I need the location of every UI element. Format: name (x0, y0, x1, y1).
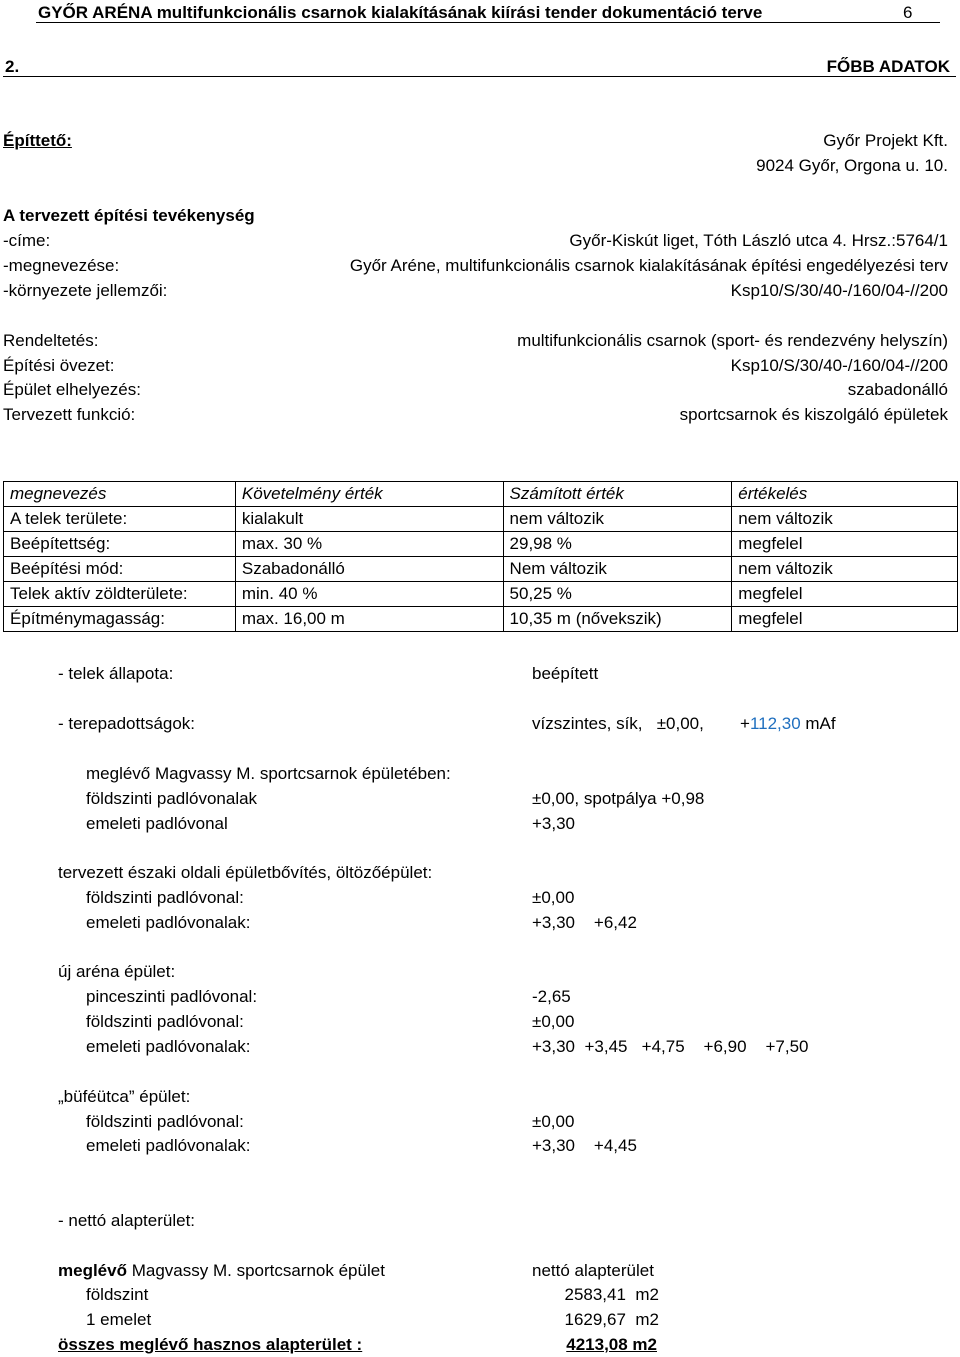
table-cell: Szabadonálló (235, 557, 503, 582)
north-upper-floors-value: +3,30 +6,42 (532, 913, 637, 932)
section-rule (3, 76, 956, 77)
terrain-label: - terepadottságok: (58, 714, 196, 733)
address-value: Győr-Kiskút liget, Tóth László utca 4. Hrsz.:5764/1 (569, 231, 948, 250)
environment-value: Ksp10/S/30/40-/160/04-//200 (730, 281, 948, 300)
plot-state-label: - telek állapota: (58, 664, 174, 683)
buffet-upper-floors-label: emeleti padlóvonalak: (86, 1136, 251, 1155)
header-cell: Követelmény érték (235, 482, 503, 507)
table-row (4, 532, 958, 557)
header-cell: megnevezés (4, 482, 236, 507)
address-label: -címe: (3, 231, 51, 250)
placement-label: Épület elhelyezés: (3, 380, 141, 399)
table-cell: kialakult (235, 507, 503, 532)
ground-floor-area-value: 2583,41 m2 (564, 1285, 659, 1304)
table-cell: Nem változik (503, 557, 732, 582)
total-area-label: összes meglévő hasznos alapterület : (58, 1335, 363, 1354)
header-rule (36, 22, 940, 23)
existing-hall-heading: meglévő Magvassy M. sportcsarnok épületében: (86, 764, 451, 783)
arena-basement-label: pinceszinti padlóvonal: (86, 987, 258, 1006)
table-cell: 29,98 % (503, 532, 732, 557)
table-cell: Beépítési mód: (4, 557, 236, 582)
table-row (4, 507, 958, 532)
zone-label: Építési övezet: (3, 356, 115, 375)
existing-ground-floor-value: ±0,00, spotpálya +0,98 (532, 789, 705, 808)
zone-value: Ksp10/S/30/40-/160/04-//200 (730, 356, 948, 375)
table-cell: min. 40 % (235, 582, 503, 607)
builder-address: 9024 Győr, Orgona u. 10. (756, 156, 948, 175)
north-ground-floor-value: ±0,00 (532, 888, 575, 907)
table-cell: max. 16,00 m (235, 607, 503, 632)
requirements-table (3, 481, 958, 632)
existing-upper-floor-label: emeleti padlóvonal (86, 814, 228, 833)
plot-state-value: beépített (532, 664, 599, 683)
page-number: 6 (903, 3, 913, 22)
table-cell: nem változik (732, 507, 958, 532)
environment-label: -környezete jellemzői: (3, 281, 168, 300)
net-area-heading: nettó alapterület (532, 1261, 654, 1280)
project-name-value: Győr Aréne, multifunkcionális csarnok kialakításának építési engedélyezési terv (349, 256, 948, 275)
table-cell: 50,25 % (503, 582, 732, 607)
builder-name: Győr Projekt Kft. (823, 131, 948, 150)
function-label: Tervezett funkció: (3, 405, 136, 424)
table-cell: nem változik (732, 557, 958, 582)
header-cell: Számított érték (503, 482, 732, 507)
terrain-unit: mAf (800, 714, 836, 733)
table-row (4, 582, 958, 607)
north-extension-heading: tervezett északi oldali épületbővítés, öltözőépület: (58, 863, 433, 882)
table-cell: Építménymagasság: (4, 607, 236, 632)
buffet-ground-floor-label: földszinti padlóvonal: (86, 1112, 244, 1131)
ground-floor-area-label: földszint (86, 1285, 149, 1304)
table-cell: 10,35 m (nővekszik) (503, 607, 732, 632)
function-value: sportcsarnok és kiszolgáló épületek (679, 405, 948, 424)
activity-heading: A tervezett építési tevékenység (3, 206, 255, 225)
table-cell: megfelel (732, 532, 958, 557)
terrain-value: vízszintes, sík, ±0,00, (532, 714, 704, 733)
arena-upper-floors-value: +3,30 +3,45 +4,75 +6,90 +7,50 (532, 1037, 809, 1056)
terrain-plus: + (740, 714, 750, 733)
existing-building-label (58, 1261, 385, 1281)
arena-basement-value: -2,65 (532, 987, 571, 1006)
table-cell: megfelel (732, 582, 958, 607)
table-row (4, 557, 958, 582)
section-title: FŐBB ADATOK (826, 57, 950, 76)
placement-value: szabadonálló (847, 380, 948, 399)
existing-ground-floor-label: földszinti padlóvonalak (86, 789, 258, 808)
builder-label: Építtető: (3, 131, 72, 150)
arena-heading: új aréna épület: (58, 962, 176, 981)
project-name-label: -megnevezése: (3, 256, 120, 275)
terrain-level-number: 112,30 (749, 714, 801, 733)
arena-ground-floor-value: ±0,00 (532, 1012, 575, 1031)
table-cell: Beépítettség: (4, 532, 236, 557)
arena-upper-floors-label: emeleti padlóvonalak: (86, 1037, 251, 1056)
existing-bold: meglévő (58, 1261, 127, 1280)
purpose-label: Rendeltetés: (3, 331, 99, 350)
buffet-heading: „büféütca” épület: (58, 1087, 191, 1106)
arena-ground-floor-label: földszinti padlóvonal: (86, 1012, 244, 1031)
first-floor-area-label: 1 emelet (86, 1310, 152, 1329)
table-cell: nem változik (503, 507, 732, 532)
table-cell: Telek aktív zöldterülete: (4, 582, 236, 607)
table-header-row (4, 482, 958, 507)
table-row (4, 607, 958, 632)
table-cell: A telek területe: (4, 507, 236, 532)
existing-upper-floor-value: +3,30 (532, 814, 576, 833)
header-cell: értékelés (732, 482, 958, 507)
table-cell: megfelel (732, 607, 958, 632)
net-area-label: - nettó alapterület: (58, 1211, 196, 1230)
existing-building-name: Magvassy M. sportcsarnok épület (126, 1261, 385, 1280)
total-area-value: 4213,08 m2 (566, 1335, 657, 1354)
buffet-upper-floors-value: +3,30 +4,45 (532, 1136, 637, 1155)
table-cell: max. 30 % (235, 532, 503, 557)
terrain-level (740, 714, 836, 734)
first-floor-area-value: 1629,67 m2 (564, 1310, 659, 1329)
document-title: GYŐR ARÉNA multifunkcionális csarnok kialakításának kiírási tender dokumentáció terve (38, 3, 763, 22)
north-ground-floor-label: földszinti padlóvonal: (86, 888, 244, 907)
purpose-value: multifunkcionális csarnok (sport- és rendezvény helyszín) (517, 331, 948, 350)
north-upper-floors-label: emeleti padlóvonalak: (86, 913, 251, 932)
section-number: 2. (5, 57, 20, 76)
buffet-ground-floor-value: ±0,00 (532, 1112, 575, 1131)
